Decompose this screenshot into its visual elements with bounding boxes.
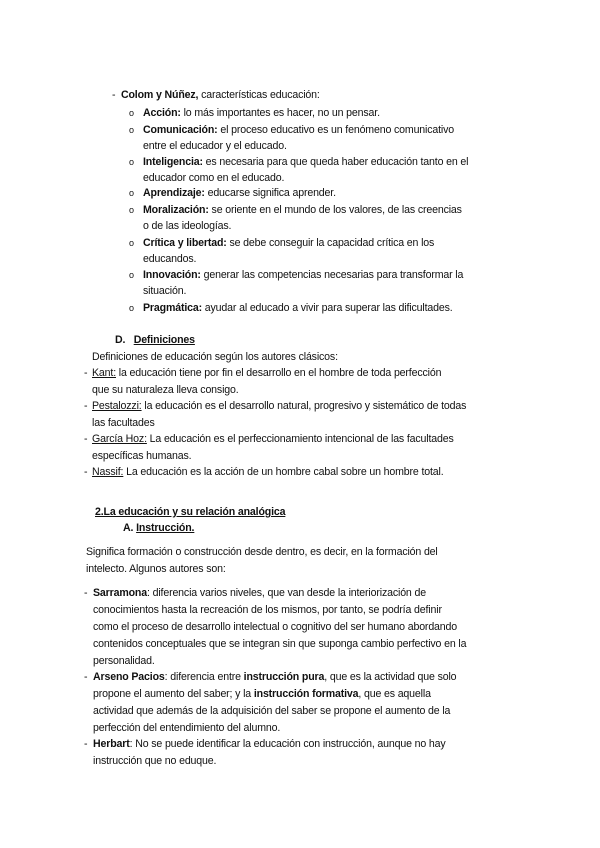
definicion-continuation: específicas humanas. bbox=[92, 450, 192, 462]
colom-item bbox=[143, 301, 453, 315]
definicion-item bbox=[92, 366, 441, 380]
herbart-line1: Herbart: No se puede identificar la educación con instrucción, aunque no hay bbox=[93, 738, 446, 750]
colom-item bbox=[143, 268, 463, 282]
colom-item-continuation: educador como en el educado. bbox=[143, 172, 285, 184]
colom-item-text: educarse significa aprender. bbox=[204, 187, 336, 199]
pacios-dash: - bbox=[84, 671, 88, 683]
definicion-text: la educación es el desarrollo natural, progresivo y sistemático de todas bbox=[141, 400, 467, 412]
colom-item-continuation: entre el educador y el educado. bbox=[143, 140, 287, 152]
instruccion-intro-line1: Significa formación o construcción desde dentro, es decir, en la formación del bbox=[86, 546, 438, 558]
colom-bullet: o bbox=[129, 108, 135, 118]
colom-item-term: Moralización: bbox=[143, 204, 209, 216]
definicion-author: Kant: bbox=[92, 367, 116, 379]
definicion-item bbox=[92, 465, 444, 479]
definicion-author: García Hoz: bbox=[92, 433, 147, 445]
colom-item bbox=[143, 186, 336, 200]
colom-item-text: se debe conseguir la capacidad crítica en los bbox=[226, 237, 435, 249]
section2-title: 2.La educación y su relación analógica bbox=[95, 506, 286, 518]
sarramona-line1: Sarramona: diferencia varios niveles, que van desde la interiorización de bbox=[93, 587, 426, 599]
sarramona-line4: contenidos conceptuales que se integran sin que suponga cambio perfectivo en la bbox=[93, 638, 467, 650]
colom-item bbox=[143, 155, 468, 169]
colom-item bbox=[143, 106, 380, 120]
colom-heading: - Colom y Núñez, características educación: bbox=[112, 89, 320, 101]
colom-item-term: Innovación: bbox=[143, 269, 201, 281]
definiciones-intro: Definiciones de educación según los autores clásicos: bbox=[92, 351, 338, 363]
colom-item-continuation: o de las ideologías. bbox=[143, 220, 232, 232]
sarramona-line3: como el proceso de desarrollo intelectual o cognitivo del ser humano abordando bbox=[93, 621, 458, 633]
colom-item-text: lo más importantes es hacer, no un pensar. bbox=[180, 107, 380, 119]
definicion-continuation: las facultades bbox=[92, 417, 155, 429]
colom-item-continuation: educandos. bbox=[143, 253, 197, 265]
colom-item-term: Comunicación: bbox=[143, 124, 218, 136]
definicion-continuation: que su naturaleza lleva consigo. bbox=[92, 384, 239, 396]
definicion-item bbox=[92, 432, 454, 446]
colom-item-term: Acción: bbox=[143, 107, 181, 119]
colom-item-term: Aprendizaje: bbox=[143, 187, 205, 199]
definicion-text: la educación tiene por fin el desarrollo en el hombre de toda perfección bbox=[116, 367, 442, 379]
definicion-dash: - bbox=[84, 367, 88, 379]
sarramona-line2: conocimientos hasta la recreación de los mismos, por tanto, se podría definir bbox=[93, 604, 442, 616]
colom-item bbox=[143, 123, 454, 137]
colom-item-continuation: situación. bbox=[143, 285, 187, 297]
instruccion-heading: A. Instrucción. bbox=[123, 522, 195, 534]
definicion-author: Pestalozzi: bbox=[92, 400, 142, 412]
herbart-line2: instrucción que no eduque. bbox=[93, 755, 217, 767]
definicion-dash: - bbox=[84, 466, 88, 478]
definicion-item bbox=[92, 399, 466, 413]
colom-bullet: o bbox=[129, 238, 135, 248]
colom-item-term: Pragmática: bbox=[143, 302, 202, 314]
colom-bullet: o bbox=[129, 157, 135, 167]
pacios-line1: Arseno Pacios: diferencia entre instrucción pura, que es la actividad que solo bbox=[93, 671, 457, 683]
definicion-text: La educación es la acción de un hombre cabal sobre un hombre total. bbox=[123, 466, 444, 478]
colom-item-text: es necesaria para que queda haber educación tanto en el bbox=[202, 156, 469, 168]
pacios-line4: perfección del entendimiento del alumno. bbox=[93, 722, 281, 734]
colom-bullet: o bbox=[129, 303, 135, 313]
definicion-dash: - bbox=[84, 433, 88, 445]
colom-item-text: ayudar al educado a vivir para superar las dificultades. bbox=[202, 302, 453, 314]
instruccion-intro-line2: intelecto. Algunos autores son: bbox=[86, 563, 226, 575]
sarramona-line5: personalidad. bbox=[93, 655, 155, 667]
colom-bullet: o bbox=[129, 205, 135, 215]
sarramona-dash: - bbox=[84, 587, 88, 599]
colom-item-term: Crítica y libertad: bbox=[143, 237, 227, 249]
colom-item-term: Inteligencia: bbox=[143, 156, 203, 168]
colom-item-text: generar las competencias necesarias para transformar la bbox=[200, 269, 464, 281]
definicion-dash: - bbox=[84, 400, 88, 412]
colom-item bbox=[143, 203, 462, 217]
definiciones-heading: D. Definiciones bbox=[115, 334, 195, 346]
definicion-text: La educación es el perfeccionamiento intencional de las facultades bbox=[146, 433, 454, 445]
colom-item-text: se oriente en el mundo de los valores, de las creencias bbox=[208, 204, 462, 216]
pacios-line3: actividad que además de la adquisición del saber se propone el aumento de la bbox=[93, 705, 451, 717]
herbart-dash: - bbox=[84, 738, 88, 750]
definicion-author: Nassif: bbox=[92, 466, 124, 478]
colom-item bbox=[143, 236, 434, 250]
colom-bullet: o bbox=[129, 125, 135, 135]
colom-item-text: el proceso educativo es un fenómeno comunicativo bbox=[217, 124, 455, 136]
colom-bullet: o bbox=[129, 270, 135, 280]
pacios-line2: propone el aumento del saber; y la instrucción formativa, que es aquella bbox=[93, 688, 431, 700]
colom-bullet: o bbox=[129, 188, 135, 198]
